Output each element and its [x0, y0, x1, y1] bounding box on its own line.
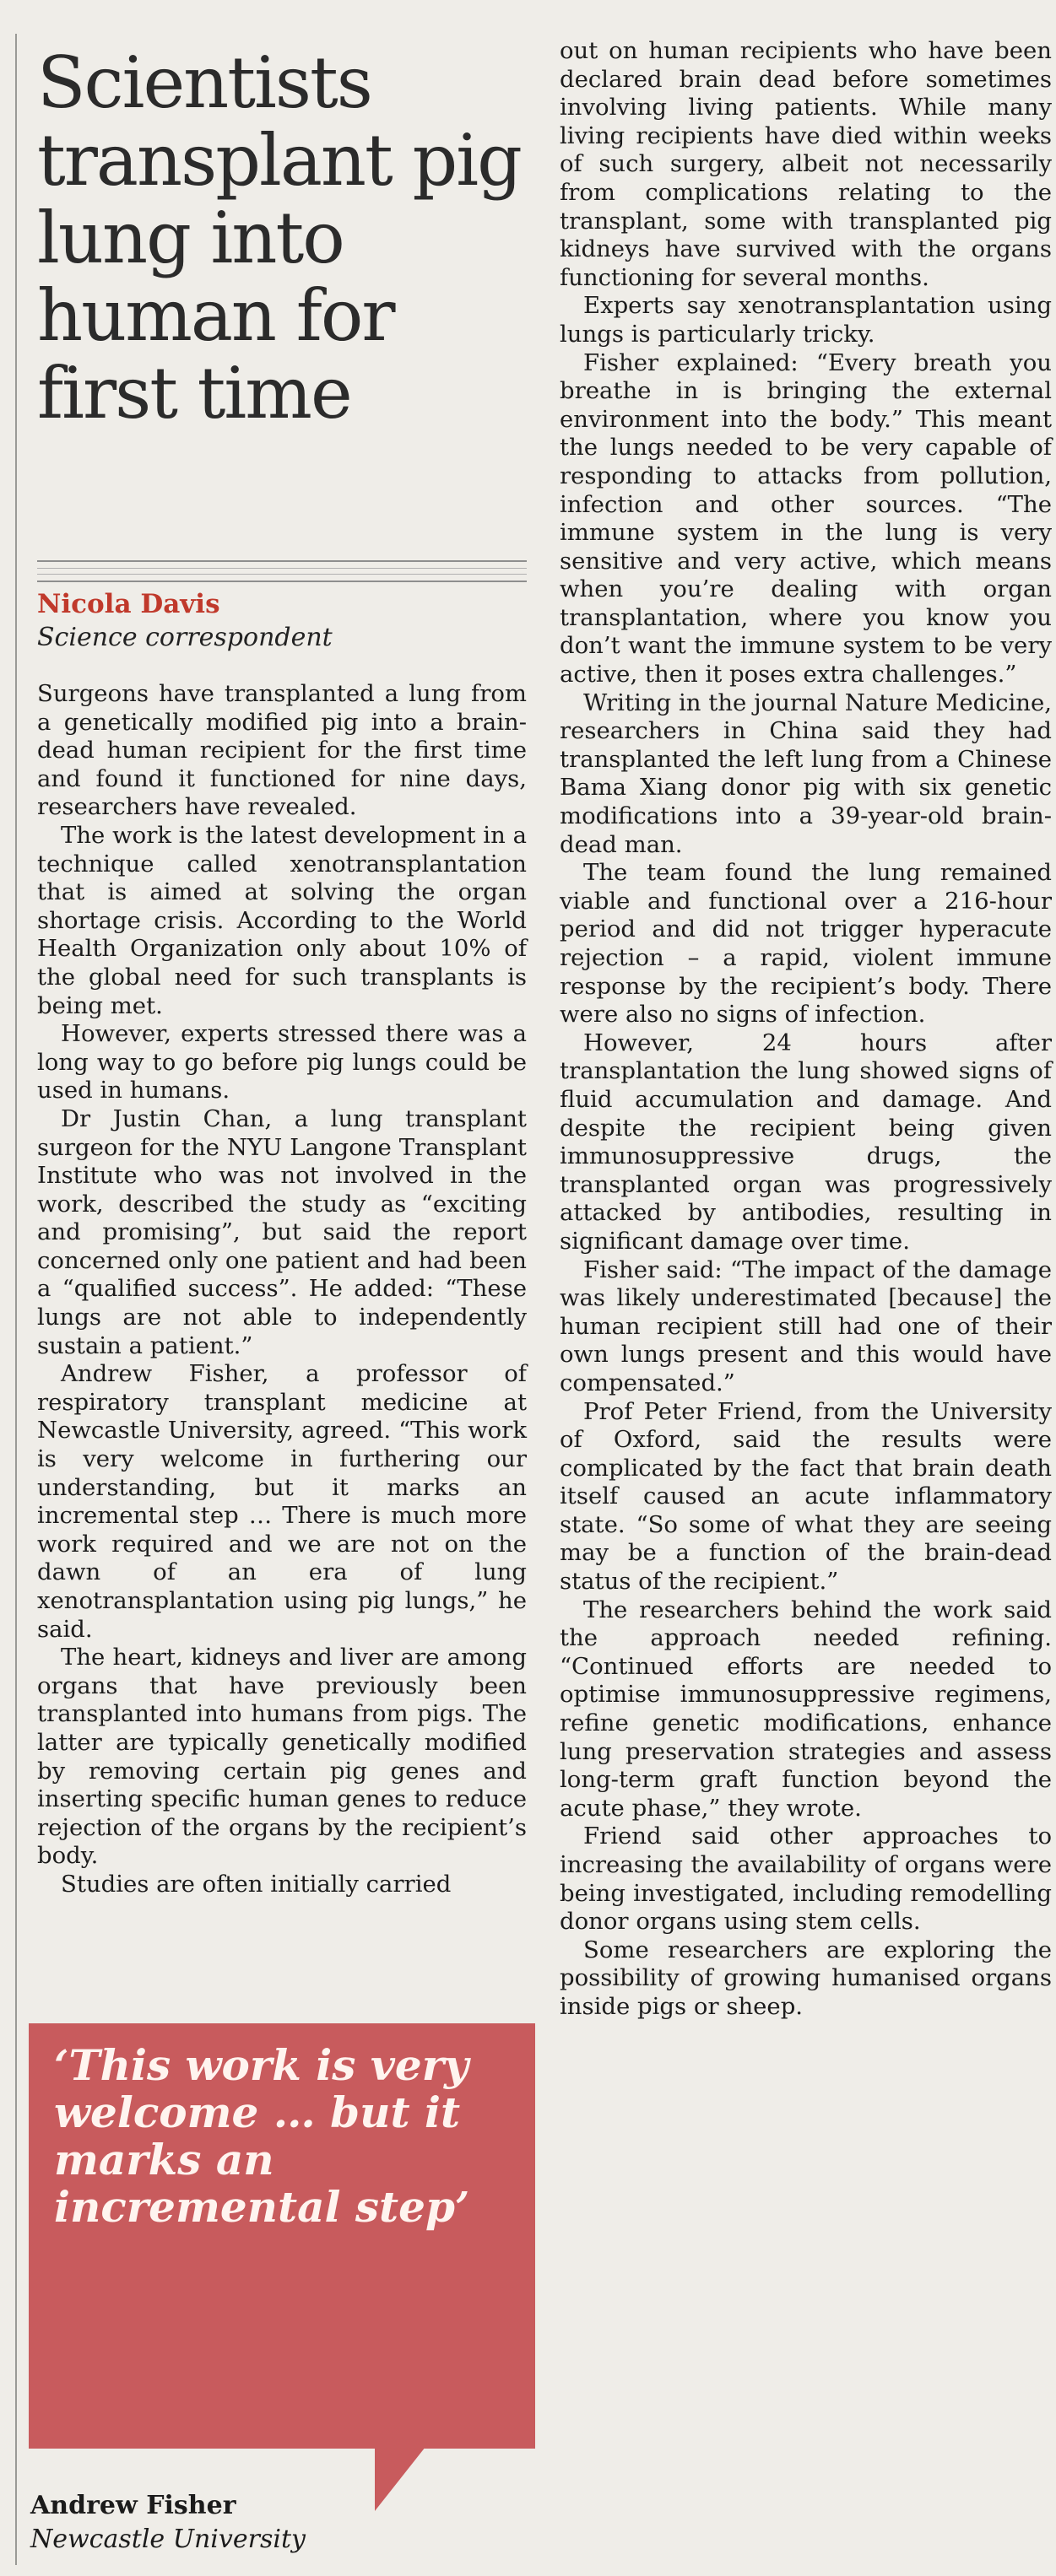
- column-rule: [15, 34, 17, 2565]
- paragraph: Fisher explained: “Every breath you breathe in is bringing the external environment into the body.” This meant the lungs needed to be very capable of responding to attacks from pollution, infection and other sources. “The immune system in the lung is very sensitive and very active, which means when you’re dealing with organ transplantation, where you know you don’t want the immune system to be very active, then it poses extra challenges.”: [560, 348, 1052, 689]
- pull-quote-box: [29, 2023, 535, 2449]
- paragraph: Andrew Fisher, a professor of respiratory transplant medicine at Newcastle University, agreed. “This work is very welcome in furthering our understanding, but it marks an incremental step … There is much more work required and we are not on the dawn of an era of lung xenotransplantation using pig lungs,” he said.: [37, 1360, 527, 1643]
- byline-author: Nicola Davis: [37, 589, 220, 619]
- paragraph: The heart, kidneys and liver are among organs that have previously been transplanted into humans from pigs. The latter are typically genetically modified by removing certain pig genes and inserting specific human genes to reduce rejection of the organs by the recipient’s body.: [37, 1644, 527, 1870]
- paragraph: Some researchers are exploring the possibility of growing humanised organs inside pigs or sheep.: [560, 1936, 1052, 2020]
- paragraph: The team found the lung remained viable and functional over a 216-hour period and did not trigger hyperacute rejection – a rapid, violent immune response by the recipient’s body. There were also no signs of infection.: [560, 859, 1052, 1029]
- paragraph: Studies are often initially carried: [61, 1870, 452, 1898]
- paragraph: Writing in the journal Nature Medicine, researchers in China said they had transplanted the left lung from a Chinese Bama Xiang donor pig with six genetic modifications into a 39-year-old brain-dead man.: [560, 689, 1052, 858]
- byline-divider: [37, 560, 527, 582]
- pull-quote-attribution-name: Andrew Fisher: [30, 2491, 236, 2520]
- paragraph: The researchers behind the work said the approach needed refining. “Continued efforts are needed to optimise immunosuppressive regimens, refine genetic modifications, enhance lung preservation strategies and assess long-term graft function beyond the acute phase,” they wrote.: [560, 1596, 1052, 1822]
- article-body-right-column: [560, 37, 1052, 2022]
- paragraph: Friend said other approaches to increasing the availability of organs were being investigated, including remodelling donor organs using stem cells.: [560, 1823, 1052, 1936]
- paragraph: However, 24 hours after transplantation the lung showed signs of fluid accumulation and damage. And despite the recipient being given immunosuppressive drugs, the transplanted organ was progressively attacked by antibodies, resulting in significant damage over time.: [560, 1029, 1052, 1255]
- pull-quote-tail: [375, 2447, 425, 2511]
- byline-role: Science correspondent: [37, 623, 333, 652]
- paragraph: Prof Peter Friend, from the University of Oxford, said the results were complicated by the fact that brain death itself caused an acute inflammatory state. “So some of what they are seeing may be a function of the brain-dead status of the recipient.”: [560, 1397, 1052, 1596]
- paragraph: Surgeons have transplanted a lung from a genetically modified pig into a brain-dead human recipient for the first time and found it functioned for nine days, researchers have revealed.: [37, 680, 527, 821]
- article-body-left-column: [37, 680, 527, 1899]
- paragraph: out on human recipients who have been declared brain dead before sometimes involving living patients. While many living recipients have died within weeks of such surgery, albeit not necessarily from complications relating to the transplant, some with transplanted pig kidneys have survived with the organs functioning for several months.: [560, 37, 1052, 291]
- paragraph: Fisher said: “The impact of the damage was likely underestimated [because] the human recipient still had one of their own lungs present and this would have compensated.”: [560, 1256, 1052, 1396]
- paragraph: Experts say xenotransplantation using lungs is particularly tricky.: [560, 292, 1052, 348]
- paragraph: Dr Justin Chan, a lung transplant surgeon for the NYU Langone Transplant Institute who was not involved in the work, described the study as “exciting and promising”, but said the report concerned only one patient and had been a “qualified success”. He added: “These lungs are not able to independently sustain a patient.”: [37, 1104, 527, 1359]
- pull-quote-text: ‘This work is very welcome … but it marks an incremental step’: [54, 2040, 470, 2232]
- paragraph: The work is the latest development in a technique called xenotransplantation that is aimed at solving the organ shortage crisis. According to the World Health Organization only about 10% of the global need for such transplants is being met.: [37, 821, 527, 1019]
- paragraph: However, experts stressed there was a long way to go before pig lungs could be used in humans.: [37, 1020, 527, 1104]
- pull-quote-attribution-affiliation: Newcastle University: [30, 2525, 306, 2554]
- headline: Scientists transplant pig lung into human for first time: [37, 41, 521, 435]
